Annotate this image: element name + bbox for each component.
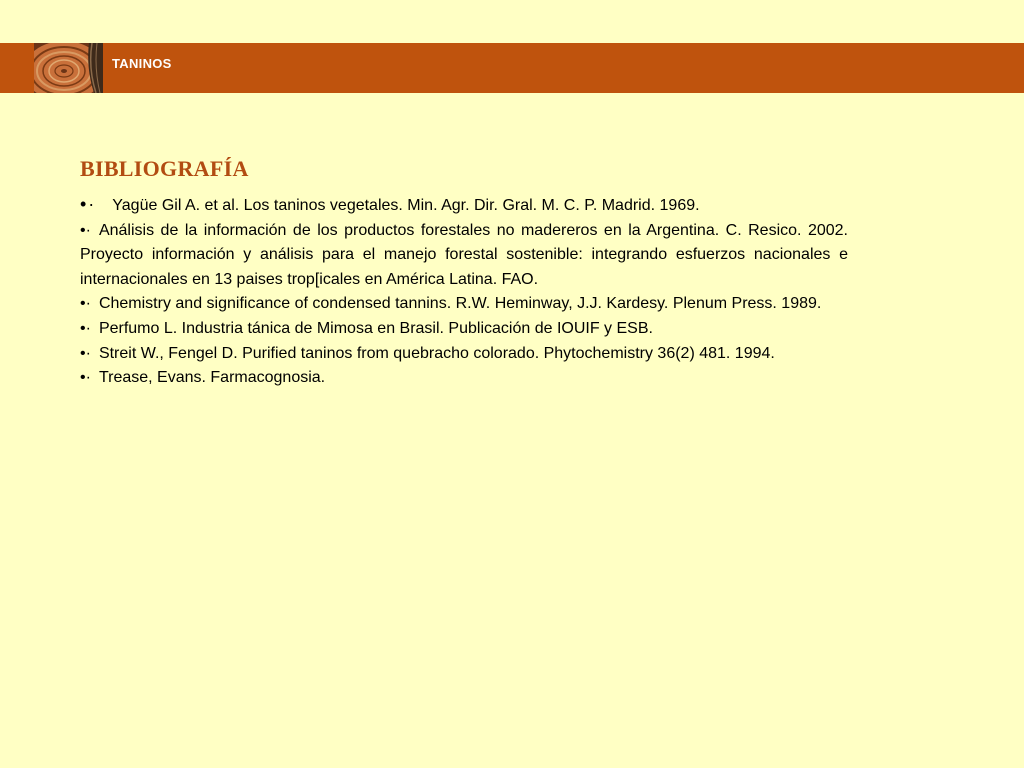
bullet-icon: •· <box>80 319 91 337</box>
reference-item <box>80 292 848 317</box>
reference-text: Streit W., Fengel D. Purified taninos from quebracho colorado. Phytochemistry 36(2) 481. 1994. <box>98 344 775 362</box>
reference-text: Análisis de la información de los productos forestales no madereros en la Argentina. C. Resico. 2002. Proyecto información y análisis para el manejo forestal sostenible: integrando esfuerzos nacionales e internacionales en 13 paises trop[icales en América Latina. FAO. <box>80 221 848 288</box>
reference-item <box>80 366 848 391</box>
page-title: BIBLIOGRAFÍA <box>80 156 249 181</box>
header-title: TANINOS <box>112 56 172 71</box>
bullet-icon: •· <box>80 369 91 387</box>
wood-rings-icon <box>34 43 103 93</box>
bullet-icon: •· <box>80 221 91 239</box>
bullet-icon: •· <box>80 194 97 214</box>
reference-item <box>80 219 848 293</box>
reference-list <box>80 192 848 391</box>
bullet-icon: •· <box>80 344 91 362</box>
reference-text: Perfumo L. Industria tánica de Mimosa en Brasil. Publicación de IOUIF y ESB. <box>98 319 653 337</box>
bullet-icon: •· <box>80 295 91 313</box>
reference-item <box>80 192 848 219</box>
reference-text: Yagüe Gil A. et al. Los taninos vegetales. Min. Agr. Dir. Gral. M. C. P. Madrid. 1969. <box>112 197 700 214</box>
reference-text: Trease, Evans. Farmacognosia. <box>98 369 326 387</box>
reference-item <box>80 342 848 367</box>
reference-item <box>80 317 848 342</box>
reference-text: Chemistry and significance of condensed tannins. R.W. Heminway, J.J. Kardesy. Plenum Press. 1989. <box>98 295 822 313</box>
